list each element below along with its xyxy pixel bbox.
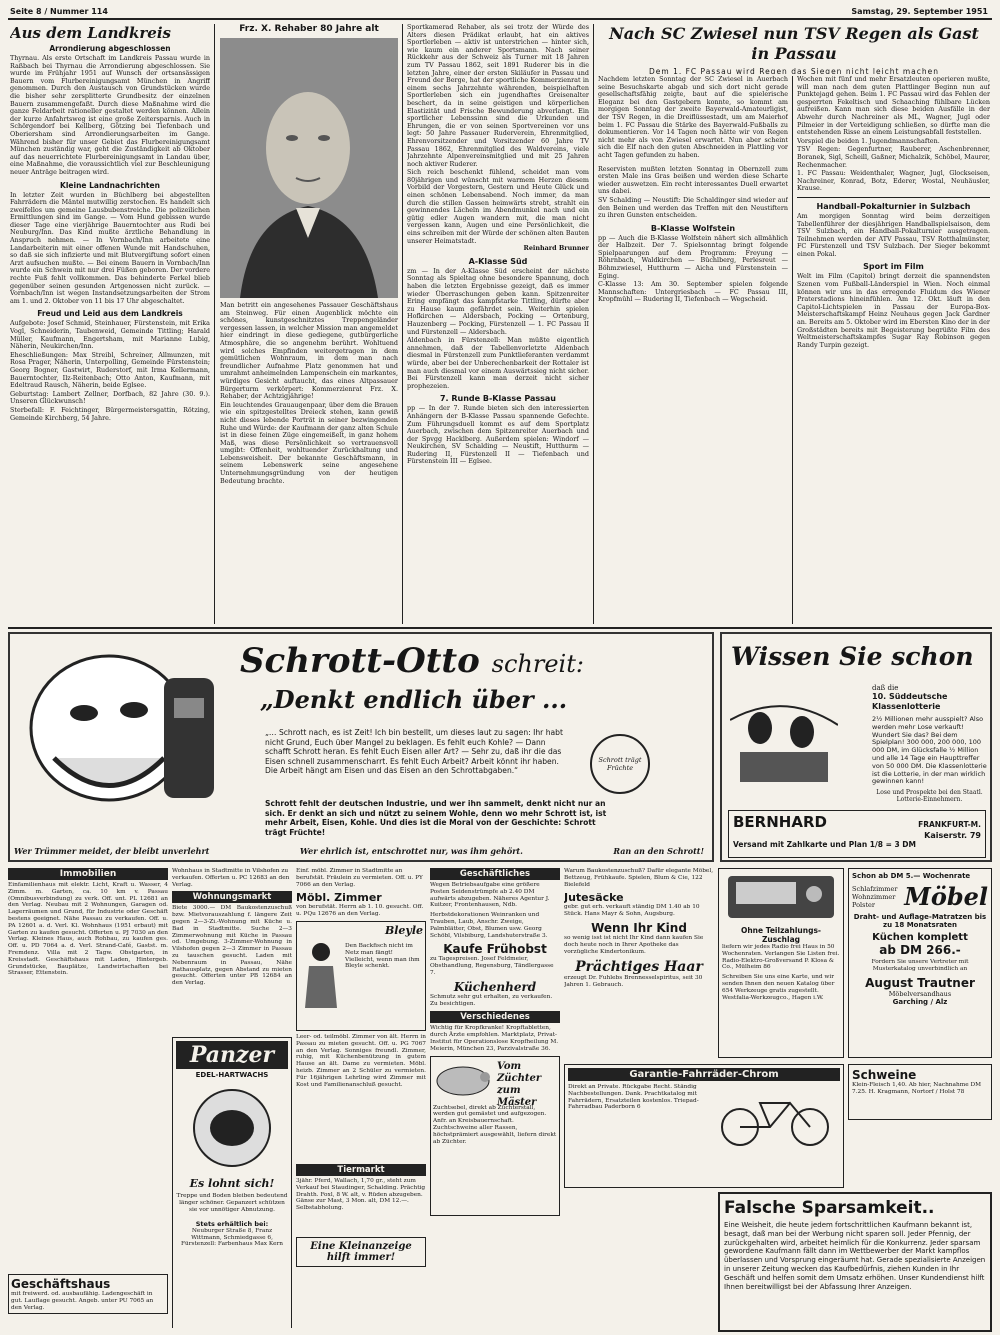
panzer-ad	[172, 1037, 292, 1328]
panzer-dealers: Neuburger Straße 8, Franz Wittmann, Schmiedgasse 6, Fürstenzell: Farbenhaus Max Kern	[180, 1227, 284, 1248]
article-body: Man betritt ein angesehenes Passauer Geschäftshaus am Steinweg. Für einen Augenblick möchte ein schönes, kunstgeschnitztes Treppengeländer vergessen lassen, in welcher Mission man angemeldet hier eindringt in diese gediegene, gutbürgerliche Atmosphäre, die so angenehm berührt. Wohltuend wird solches Empfinden weitergetragen in dem gemütlichen Wohnraum, in dem man nach freundlicher Aufnahme Platz genommen hat und umrahmt anheimelnden Lampenschein ein markantes, würdiges Gesicht auftaucht, das eines Altpassauer Bürgerturm verkörpert: Kommerzienrat Frz. X. Rehaber, der Achtzigjährige!	[220, 301, 398, 401]
article-headline: Kleine Landnachrichten	[60, 180, 160, 190]
classified-text: Einfamilienhaus mit elektr. Licht, Kraft u. Wasser, 4 Zimm. m. Garten, ca. 10 km v. Passau (Omnibusverbindung) zu verk. Off. unt. PL 12681 an den Verlag. Neubau mit 2 Wohnungen, Garagen od. Lagerräumen und Grund, für Industrie oder Geschäft bestens geeignet. Nähe Passau zu verkaufen. Off. u. PA 12601 a. d. Verl. Kl. Wohnhaus (1951 erbaut) mit Garten zu kaufen gesucht. Offerten u. PJ 7030 an den Verlag. Kleines Haus, auch Rohbau, zu kaufen ges. Off. u. PD 7064 a. d. Verl. Strand-Café, Gastst. m. Fremdenz. Villa mit 2 Tagw. Obstgarten, in Kreisstadt. Geschäftshaus mit Laden, Hintergeb. Grundstücke, Bauplätze, Landwirtschaften bei Strasser, Ettenstein.	[8, 882, 168, 977]
firm-name: BERNHARD	[733, 813, 827, 831]
classified-title: Wenn Ihr Kind	[591, 920, 687, 935]
moebel-sub: Draht- und Auflage-Matratzen bis zu 18 Monatsraten	[853, 913, 987, 929]
classified-title: Geschäftshaus	[11, 1277, 111, 1291]
ad-text: 10. Süddeutsche Klassenlotterie	[872, 692, 948, 711]
ad-footer	[14, 846, 704, 856]
article-body: Wochen mit fünf und mehr Ersatzleuten operieren mußte, will man nach dem guten Plattlinger Beginn nun auf Punktejagd gehen. Beim 1. FC Passau wird das Fehlen der gesperrten Fekeltisch und Schaaching fühlbare Lücken aufreißen. Kann man sich diese beiden Ausfälle in der Abwehr durch Nachreiner als ML, Wagner, Jugl oder Pilmeier in der Verteidigung schließen, so dürfte man die entstehenden Risse an einem Leistungsabfall feststellen.	[797, 76, 990, 137]
moebel-ad	[848, 868, 992, 1058]
ad-note: Lose und Prospekte bei den Staatl. Lotterie-Einnehmern.	[876, 789, 983, 804]
classified-title: Garantie-Fahrräder-Chrom	[568, 1068, 840, 1081]
girl-illustration	[301, 940, 341, 1010]
fruit-badge: Schrott trägt Früchte	[590, 734, 650, 794]
classified-title: Prächtiges Haar	[575, 959, 703, 976]
classified-text: Herbstdekorationen Weinranken und Trauben, Laub, Anschr. Zweige, Palmblätter, Obst, Blumen usw. Georg Schöbl, Vilsbiburg, Landshuterstraße 3.	[430, 912, 548, 939]
moebel-firm-sub: Möbelversandhaus	[888, 989, 952, 998]
article-body: Nachdem letzten Sonntag der SC Zwiesel in Auerbach seine Besuchskarte abgab und sich dort nicht gerade gesellschaftsfähig zeigte, baut auf die spielerische Eleganz bei den Gastgebern konnte, so kommt am morgigen Sonntag der zweite Bayerwald-Amateurligist, der TSV Regen, in die Dreiflüssestadt, um am Maierhof beim 1. FC Passau die Stärke des Bayerwald-Fußballs zu dokumentieren. Vor 14 Tagen noch hätte wir von Regen nicht mehr als von Zwiesel erwartet. Nun aber scheint sich die Elf nach den guten Abschneiden in Plattling vor acht Tagen gefunden zu haben.	[598, 76, 788, 159]
moebel-brand: Möbel	[904, 882, 988, 911]
classified-title: Vom Züchter zum Mäster	[497, 1060, 542, 1108]
classified-text: so wenig isst ist nicht Ihr Kind dann kaufen Sie doch heute noch in Ihrer Apotheke das vorzügliche Kindertonikum.	[564, 934, 704, 955]
moebel-firm-city: Garching / Alz	[892, 997, 948, 1006]
article-body: Sich reich beschenkt fühlend, scheidet man vom 80jährigen und wünscht mit warmem Herzen diesem Vorbild der Vorgestern, Gestern und Heute Glück und einen schönen Lebensabend. Noch immer, da man durch die stillen Gassen heimwärts strebt, strahlt ein gewinnendes Lächeln im Abendmunkel nach und ein gütig edler Augen wandern mit, die man nicht vergessen kann, Augen und eine Persönlichkeit, die eins schreiben mit der Würde der schönen alten Bauten unserer Heimatstadt.	[407, 168, 589, 245]
bicycle-ad	[564, 1064, 844, 1188]
classifieds-geschaeft	[430, 868, 560, 1328]
article-headline: B-Klasse Wolfstein	[650, 223, 736, 233]
pig-illustration	[433, 1059, 493, 1099]
classified-title: Möbl. Zimmer	[296, 891, 382, 905]
ad-footer-mid: Wer ehrlich ist, entschrottet nur, was ihm gehört.	[299, 846, 523, 856]
panzer-brand: Panzer	[176, 1041, 288, 1069]
portrait-photo	[220, 38, 398, 298]
lottery-ad	[720, 632, 992, 862]
article-body: Sportkamerad Rehaber, als sei trotz der Würde des Alters diesen Prädikat erlaubt, hat ein aktives Sportlerleben — aktiv ist unterstrichen — hinter sich, wie kaum ein anderer Sportsmann. Nach seiner Rückkehr aus der Schweiz als Turner mit 18 Jahren zum TV Passau 1862, seit 1891 Ruderer bis in die letzten Jahre, einer der ersten Skiläufer in Passau und Freund der Berge, hat der sportliche Kommerzienrat in einem sechs Jahrzehnte währenden, beispielhaften Sportlerleben sich ein jugendhaftes Greisenalter beschert, da in seine geistigen und körperlichen Elastizität und Frische Bewunderung abverlangt. Ein sportlicher Lebenssinn sind die Urkunden und Ehrungen, die er von seinen Sportvereinen vor uns legt: 50 Jahre Passauer Ruderverein, Ehrenmitglied, Ehrenvorsitzender und Vorsitzender 60 Jahre TV Passau 1862, Ehrenmitglied des Waldvereins, viele Jahrzehnte Alpenvereinsmitglied und mit 25 Jahren noch aktiver Ruderer.	[407, 24, 589, 168]
classified-text: Warum Baukostenzuschuß? Dafür elegante Möbel, Bettzeug, Frühkaufe. Spielen, Blum & Cie, 122 Bielefeld	[564, 868, 714, 888]
classified-text: Leer- od. teilmöbl. Zimmer von ält. Herrn in Passau zu mieten gesucht. Off. u. PG 7067 an den Verlag. Sonniges freundl. Zimmer, ruhig, mit Küchenbenützung in gutem Hause an ält. Dame zu vermieten. Möbl. heizb. Zimmer an 2 Schüler zu vermieten. Für 16jährigen Lehrling wird Zimmer mit Kost und Familienanschluß gesucht.	[296, 1033, 426, 1088]
lottery-text	[872, 684, 987, 803]
article-headline: Freud und Leid aus dem Landkreis	[37, 309, 183, 319]
article-headline: 7. Runde B-Klasse Passau	[439, 394, 557, 404]
classified-header: Verschiedenes	[430, 1011, 560, 1023]
classified-text: zu Tagespreisen. Josef Feldmeier, Obsthandlung, Regensburg, Tändlergasse 7.	[430, 956, 554, 976]
article-body: Am morgigen Sonntag wird beim derzeitigen Tabellenführer der diesjährigen Handballspielsaison, dem TSV Sulzbach, ein Handball-Pokalturnier ausgetragen. Teilnehmen werden der ATV Passau, TSV Rotthalmünster, FC Fürstenzell und TSV Sulzbach. Der Sieger bekommt einen Pokal.	[797, 211, 990, 258]
article-headline: Nach SC Zwiesel nun TSV Regen als Gast in Passau	[609, 24, 979, 63]
portrait-illustration	[220, 38, 398, 298]
article-body: Vorspiel die beiden 1. Jugendmannschaften.	[797, 136, 940, 145]
bleyle-brand: Bleyle	[384, 923, 423, 937]
ad-slogan: „Denkt endlich über ...	[260, 686, 568, 714]
page-number: Seite 8 / Nummer 114	[10, 7, 108, 16]
ad-body: „… Schrott nach, es ist Zeit! Ich bin bestellt, um dieses laut zu sagen: Ihr habt nicht Grund, Euch über Mangel zu beklagen. Es fehlt euch Kohle? — Dann schafft Schrott heran. Es fehlt Euch Eisen aller Art? — Sehr zu, daß ihr die das Eisen schnell zusammenscharrt. Es fehlt Euch Arbeit? Arbeit könnt ihr haben. Die Arbeit hängt am Eisen und das Eisen an den Schrottabgaben.“	[265, 728, 563, 776]
classifieds-immobilien	[8, 868, 168, 1328]
classified-title: Jutesäcke	[564, 891, 624, 905]
article-subheadline: Dem 1. FC Passau wird Regen das Siegen nicht leicht machen	[649, 67, 939, 74]
article-headline: Frz. X. Rehaber 80 Jahre alt	[239, 24, 379, 34]
classified-title: Ohne Teilzahlungs-Zuschlag	[740, 926, 822, 944]
classified-text: Einf. möbl. Zimmer in Stadtmitte an berufstät. Fräulein zu vermieten. Off. u. PY 7066 an den Verlag.	[296, 868, 423, 888]
article-headline: Arrondierung abgeschlossen	[49, 44, 171, 53]
column-rule	[593, 24, 594, 624]
column-rule	[402, 24, 403, 624]
classified-text: gebr. gut erh. verkauft ständig DM 1.40 ab 10 Stück. Hans Mayr & Sohn, Augsburg.	[564, 904, 700, 918]
classified-text: liefern wir jedes Radio frei Haus in 50 Wochenraten. Verlangen Sie Listen frei. Radio-Elektro-Großversand P. Klosa & Co., Mülheim 86	[722, 944, 840, 971]
classified-text: mit freiwerd. od. ausbaufähig. Ladengeschäft in gut. Lauflage gesucht. Angeb. unter PU 7065 an den Verlag.	[11, 1291, 154, 1311]
classified-title: Kaufe Frühobst	[443, 942, 547, 957]
article-body: SV Schalding — Neustift: Die Schaldinger sind wieder auf den Beinen und werden das Treffen mit den Neustiftern zu ihren Gunsten entscheiden.	[598, 195, 788, 220]
birds-illustration	[730, 680, 838, 785]
article-body: pp — In der 7. Runde bieten sich den interessierten Anhängern der B-Klasse Passau spannende Gefechte. Zum Führungsduell kommt es auf dem Sportplatz Auerbach, zwischen dem Spitzenreiter Auerbach und der Spvgg Hacklberg. Außerdem spielen: Windorf — Neukirchen, SV Schalding — Neustift, Hutthurm — Rudering II, Fürstenzell II — Tiefenbach und Fürstenstein III — Eglsee.	[407, 404, 589, 466]
column-rule	[214, 24, 215, 624]
article-body: Welt im Film (Capitol) bringt derzeit die spannendsten Szenen vom Fußball-Länderspiel in Wien. Noch einmal können wir uns in das erregende Fluidum des Wiener Praterstadions hineinfühlen. Am 12. Okt. läuft in den Capitol-Lichtspielen in Passau der Europa-Box-Meisterschaftskampf Heinz Neuhaus gegen Jack Gardner an. Bereits am 5. Oktober wird im Ebersten Kino der in der Großstädten bereits mit Begeisterung begrüßte Film des Weltmeisterschaftskampfes Sugar Ray Robinson gegen Randy Turpin gezeigt.	[797, 272, 990, 349]
moebel-rate: Schon ab DM 5.— Wochenrate	[852, 872, 971, 880]
firm-city: FRANKFURT-M.	[918, 820, 981, 829]
firm-order-line: Versand mit Zahlkarte und Plan 1/8 = 3 DM	[733, 840, 916, 849]
article-rule	[797, 197, 990, 198]
classified-title: Schweine	[852, 1068, 917, 1082]
article-body: Ein leuchtendes Grauaugenpaar, über dem die Brauen wie ein spitzgestelltes Dreieck stehen, kann gewiß nicht dieses lebende Porträt in seiner bezwingenden Ruhe und Würde: der Kaufmann der ganz alten Schule ist in diese feinen Züge eingemeißelt, in ganz hohem Maß, was diese Persönlichkeit so vertrauensvoll umgibt: Offenheit, wohltuender Zurückhaltung und Lebensweisheit. Der bekannte Geschäftsmann, in seinem Lebenswerk seine angesehene Unternehmungsgründung von der heutigen Bedeutung brachte.	[220, 400, 398, 485]
ad-footer-left: Wer Trümmer meidet, der bleibt unverlehrt	[14, 846, 210, 856]
ad-body: Eine Weisheit, die heute jedem fortschrittlichen Kaufmann bekannt ist, besagt, daß man bei der Werbung nicht sparen soll. Jeder Pfennig, der zurückgehalten wird, arbeitet heimlich für die Konkurrenz. Jeder sparsam gewordene Kaufmann fällt dann im Wettbewerber der Markt kampflos überlassen und Vorsprung eingeräumt hat. Gerade spezialisierte Anzeigen in unserer Zeitung wecken das Kaufbedürfnis, ziehen Kunden in Ihr Geschäft und helfen somit dem Umsatz erhöhen. Unser Kundendienst hilft Ihnen bereitwilligst bei der Abfassung Ihrer Anzeigen.	[724, 1221, 986, 1291]
ad-headline-main: Schrott-Otto	[240, 642, 480, 681]
article-body: Sterbefall: F. Feichtinger, Bürgermeistersgattin, Rötzing, Gemeinde Kirchberg, 54 Jahre.	[10, 405, 210, 422]
classified-text: Wohnhaus in Stadtmitte in Vilshofen zu verkaufen. Offerten u. PC 12683 an den Verlag.	[172, 868, 290, 888]
masthead-rule	[8, 18, 992, 20]
classified-header: Geschäftliches	[430, 868, 560, 880]
classified-text: Schmutz sehr gut erhalten, zu verkaufen. Zu besichtigen.	[430, 993, 553, 1007]
classified-text: Biete 3000.— DM Baukostenzuschuß bzw. Mietvorauszahlung f. längere Zeit gegen 2—3-Zi.-Wohnung mit Küche u. Bad in Stadtmitte. Suche 2—3 Zimmerwohnung mit Küche in Passau od. Umgebung. 3-Zimmer-Wohnung in Vilshofen gegen 2—3 Zimmer in Passau zu tauschen gesucht. Laden mit Nebenraum in Passau, Nähe Rathausplatz, gegen Abstand zu mieten gesucht. Offerten unter PB 12684 an den Verlag.	[172, 905, 292, 987]
issue-date: Samstag, 29. September 1951	[851, 7, 988, 16]
radio-ad	[718, 868, 844, 1058]
classified-header: Immobilien	[8, 868, 168, 880]
moebel-list: Schlafzimmer Wohnzimmer Polster	[852, 884, 898, 909]
article-headline: Sport im Film	[863, 262, 924, 272]
firm-street: Kaiserstr. 79	[924, 831, 981, 840]
classified-text: Wichtig für Kropfkranke! Kropftabletten, durch Ärzte empfohlen. Marktplatz, Privat-Institut für Operationslose Kropfheilung M. Meierin, München 23, Parzivalstraße 36.	[430, 1025, 559, 1052]
article-body: Aldenbach in Fürstenzell: Man müßte eigentlich annehmen, daß der Tabellenvorletzte Aldenbach diesmal in Fürstenzell zum Punktlieferanten verdammt würde, aber bei der Unberechenbarkeit der Rottaler ist man auch diesmal vor einem Auswärtssieg nicht sicher. Bei Fürstenzell kann man derzeit nicht sicher prophezeien.	[407, 336, 589, 390]
landkreis-column	[10, 24, 210, 624]
moebel-kitchen: Küchen komplett	[872, 932, 968, 943]
ad-headline: Falsche Sparsamkeit..	[724, 1198, 935, 1218]
classifieds-wohnung	[172, 868, 292, 1328]
wax-can-illustration	[177, 1083, 287, 1173]
bicycle-illustration	[715, 1089, 835, 1149]
sport-column-left	[598, 76, 788, 624]
author-signature: Reinhard Brunner	[523, 244, 589, 253]
panzer-description: Treppe und Boden bleiben bedeutend länger schöner. Gepanzert schützen sie vor unnötiger Abnutzung.	[176, 1193, 288, 1213]
article-body: pp — Auch die B-Klasse Wolfstein nähert sich allmählich der Halbzeit. Der 7. Spielsonntag bringt folgende Spielpaarungen auf dem Programm: Freyung — Röhrnbach, Waldkirchen — Büchlberg, Perlesreut — Böhmzwiesel, Hutthurm — Aicha und Fürstenstein — Eging.	[598, 233, 788, 280]
bleyle-ad	[296, 921, 426, 1031]
section-title: Aus dem Landkreis	[10, 24, 171, 42]
panzer-tagline: Es lohnt sich!	[189, 1177, 275, 1191]
article-body: Reservisten mußten letzten Sonntag in Obernzell zum ersten Male ins Gras beißen und werden diese Scharte wieder auswetzen. Ein recht interessantes Duell erwartet uns dabei.	[598, 164, 788, 196]
dog-illustration	[14, 638, 224, 828]
geschaeftshaus-ad	[8, 1274, 168, 1314]
panzer-stock-label: Stets erhältlich bei:	[195, 1219, 269, 1228]
ad-headline-tail: schreit:	[491, 650, 584, 678]
ad-headline	[240, 642, 584, 683]
schrott-otto-ad	[8, 632, 714, 862]
bleyle-text: Den Backfisch nicht im Netz man fängt! Vielleicht, wenn man ihm Bleyle schenkt.	[345, 942, 420, 970]
classified-header: Tiermarkt	[296, 1164, 426, 1176]
article-body: Geburtstag: Lambert Zellner, Dorfbach, 82 Jahre (30. 9.). Unseren Glückwunsch!	[10, 389, 210, 406]
classified-text: Direkt an Private. Rückgabe Recht. Ständig Nachbestellungen. Dank. Prachtkatalog mit Fahrrädern, Ersatzteilen kostenlos. Triepad-Fahrradbau Paderborn 6	[568, 1084, 699, 1111]
article-body: Aufgebote: Josef Schmid, Steinhauer, Fürstenstein, mit Erika Vogl, Schneiderin, Taubenweid, Gemeinde Tittling; Harald Müller, Kaufmann, Engertsham, mit Marianne Lubig, Näherin, Neukirchen/Inn.	[10, 319, 210, 351]
classified-text: von berufstät. Herrn ab 1. 10. gesucht. Off. u. PQu 12676 an den Verlag.	[296, 904, 424, 918]
rehaber-article	[220, 24, 398, 624]
classified-text: Klein-Fleisch 1,40. Ab hier, Nachnahme DM 7.25. H. Kragmann, Nortorf / Holst 78	[852, 1082, 982, 1095]
sport-column-right	[797, 76, 990, 624]
classifieds-zimmer	[296, 868, 426, 1328]
ad-body-moral: Schrott fehlt der deutschen Industrie, und wer ihn sammelt, denkt nicht nur an sich. Er denkt an sich und nützt zu seinem Wohle, denn wo mehr Schrott ist, ist mehr Arbeit, Eisen, Kohle. Und dies ist die Moral von der Geschichte: Schrott trägt Früchte!	[265, 799, 607, 837]
kleinanzeige-slogan: Eine Kleinanzeige hilft immer!	[296, 1237, 426, 1267]
article-body: In letzter Zeit wurden in Büchlberg bei abgestellten Fahrrädern die Mäntel mutwillig zerstochen. Es handelt sich zweifellos um gemeine Lausbubenstreiche. Die polizeilichen Ermittlungen sind im Gange. — Vom Hund gebissen wurde dieser Tage eine vierjährige Bauerntochter aus Rudi bei Neuburg/Inn. Das Kind mußte ärztliche Behandlung in Anspruch nehmen. — In Vornbach/Inn arbeitete eine Landarbeiterin mit einer offenen Wunde mit Handschuhen, so daß sie sich infizierte und mit Blutvergiftung sofort einen Arzt aufsuchen mußte. — Bei einem Bauern in Vornbach/Inn wurde ein Schwein mit nur drei Füßen geboren. Der vordere rechte Fuß fehlt vollkommen. Das behinderte Ferkel blieb gegenüber seinen gesunden Artgenossen nicht zurück. — Vornbach/Inn ist wegen Instandsetzungsarbeiten der Strom am 1. und 2. Oktober von 11 bis 17 Uhr abgeschaltet.	[10, 190, 210, 305]
sparsamkeit-ad	[718, 1192, 992, 1332]
classified-header: Wohnungsmarkt	[172, 891, 292, 903]
classified-text: 3jähr. Pferd, Wallach, 1,70 gr., steht zum Verkauf bei Staudinger, Schalding. Prächtig Drahth. Foxl, 8 W. alt, v. Rüden abzugeben. Gänse zur Mast, 3 Mon. alt, DM 12.—. Selbstabholung.	[296, 1177, 426, 1212]
classified-title: Küchenherd	[453, 979, 537, 994]
panzer-product: EDEL-HARTWACHS	[195, 1071, 269, 1080]
radio-illustration	[722, 872, 840, 922]
article-body: zm — In der A-Klasse Süd erscheint der nächste Sonntag als Spieltag ohne besondere Spannung, doch haben die letzten Ergebnisse gezeigt, daß es immer wieder Überraschungen geben kann. Spitzenreiter Ering empfängt das kampfstarke Tittling, dürfte aber zu Hause kaum gefährdet sein. Weiterhin spielen Hofkirchen — Aldersbach, Pocking — Ortenburg, Hauzenberg — Pocking, Fürstenzell — 1. FC Passau II und Fürstenzell — Aldersbach.	[407, 266, 589, 336]
classified-text: Wegen Betriebsaufgabe eine größere Posten Seidenstrümpfe ab 2.40 DM aufwärts abzugeben. Näheres Agentur J. Kuitzer, Frontenhausen, Ndb.	[430, 882, 550, 909]
column-rule	[792, 76, 793, 624]
moebel-agent: Fordern Sie unsere Vertreter mit Musterkatalog unverbindlich an	[871, 959, 969, 972]
article-body: 1. FC Passau: Weidenthaler, Wagner, Jugl, Glockseisen, Nachreiner, Konrad, Botz, Ederer, Wostal, Neuhäusler, Krause.	[797, 169, 990, 193]
classified-text: erzeugt Dr. Fuhlebs Brennesselspiritus, seit 30 Jahren 1. Gebrauch.	[564, 975, 703, 989]
sport-header	[598, 24, 990, 74]
ad-headline: Wissen Sie schon	[731, 642, 974, 671]
moebel-firm: August Trautner	[865, 975, 975, 990]
classified-text: Zuchtsebel, direkt ab Züchterstall, werden gut gemästet und aufgezogen. Anfr. an Kreisbauernschaft. Zuchtschweine aller Rassen, höchstprämiert ausgewählt, liefern direkt ab Züchter.	[433, 1104, 557, 1145]
ad-text: daß die	[872, 684, 899, 692]
article-body: Thyrnau. Als erste Ortschaft im Landkreis Passau wurde in Raßbach bei Thyrnau die Arrondierung abgeschlossen. Sie wurde im Frühjahr 1951 auf Wunsch der ortsansässigen Bauern vom Flurbereinigungsamt München in Angriff genommen. Durch den Austausch von Grundstücken wurde die bisher sehr zersplitterte Grundbesitz der einzelnen Bauern zusammengefaßt. Durch diese Maßnahme wird die ganze Feldarbeit rationeller gestaltet werden können. Allein der kurze Anfahrtsweg ist eine große Zeitersparnis. Auch in Schörgendorf bei Kellberg, Götzing bei Tiefenbach und Oberiersham sind Arrondierungsarbeiten im Gange. Während bisher für unser Gebiet das Flurbereinigungsamt München zuständig war, geht die Zuständigkeit ab Oktober auf das neuerrichtete Flurbereinigungsamt in Landau über, eine Maßnahme, die voraussichtlich viel zur Beschleunigung neuer Anträge beitragen wird.	[10, 54, 210, 176]
classified-text: Schreiben Sie uns eine Karte, und wir senden Ihnen den neuen Katalog über 654 Werkzeuge gratis zugestellt. Westfalia-Werkzeugco., Hagen i.W.	[722, 974, 835, 1001]
zuechter-ad	[430, 1056, 560, 1216]
rehaber-continued	[407, 24, 589, 624]
ad-body: 2½ Millionen mehr ausspielt? Also werden mehr Lose verkauft! Wundert Sie das? Bei dem Spielplan! 300 000, 200 000, 100 000 DM, im Glücksfalle ½ Million und alle 14 Tage ein Haupttreffer von 50 000 DM. Die Klassenlotterie ist die Lotterie, in der man wirklich gewinnen kann!	[872, 715, 987, 786]
article-headline: A-Klasse Süd	[468, 256, 528, 266]
section-rule	[8, 627, 992, 629]
article-body: TSV Regen: Gegenfurtner, Rauberer, Aschenbrenner, Boranek, Sigl, Scheill, Gaßner, Michalzik, Schöbel, Maurer, Rechenmacher.	[797, 145, 990, 169]
moebel-price: ab DM 266.-	[879, 943, 961, 957]
ad-footer-right: Ran an den Schrott!	[613, 846, 704, 856]
bernhard-box	[728, 810, 986, 858]
article-body: C-Klasse 13: Am 30. September spielen folgende Mannschaften: Untergriesbach — FC Passau III, Kropfmühl — Rudering II, Tiefenbach — Wegscheid.	[598, 280, 788, 304]
schweine-ad	[848, 1064, 992, 1120]
article-headline: Handball-Pokalturnier in Sulzbach	[816, 201, 971, 211]
article-body: Eheschließungen: Max Streibl, Schreiner, Allmunzen, mit Rosa Prager, Näherin, Unterpolling, Gemeinde Fürstenstein; Georg Bogner, Gastwirt, Ruderstorf, mit Irma Kellermann, Bauerntochter, Ilz-Reitenbach; Otto Anton, Kaufmann, mit Edeltraud Rausch, Näherin, beide Eglsee.	[10, 350, 210, 390]
